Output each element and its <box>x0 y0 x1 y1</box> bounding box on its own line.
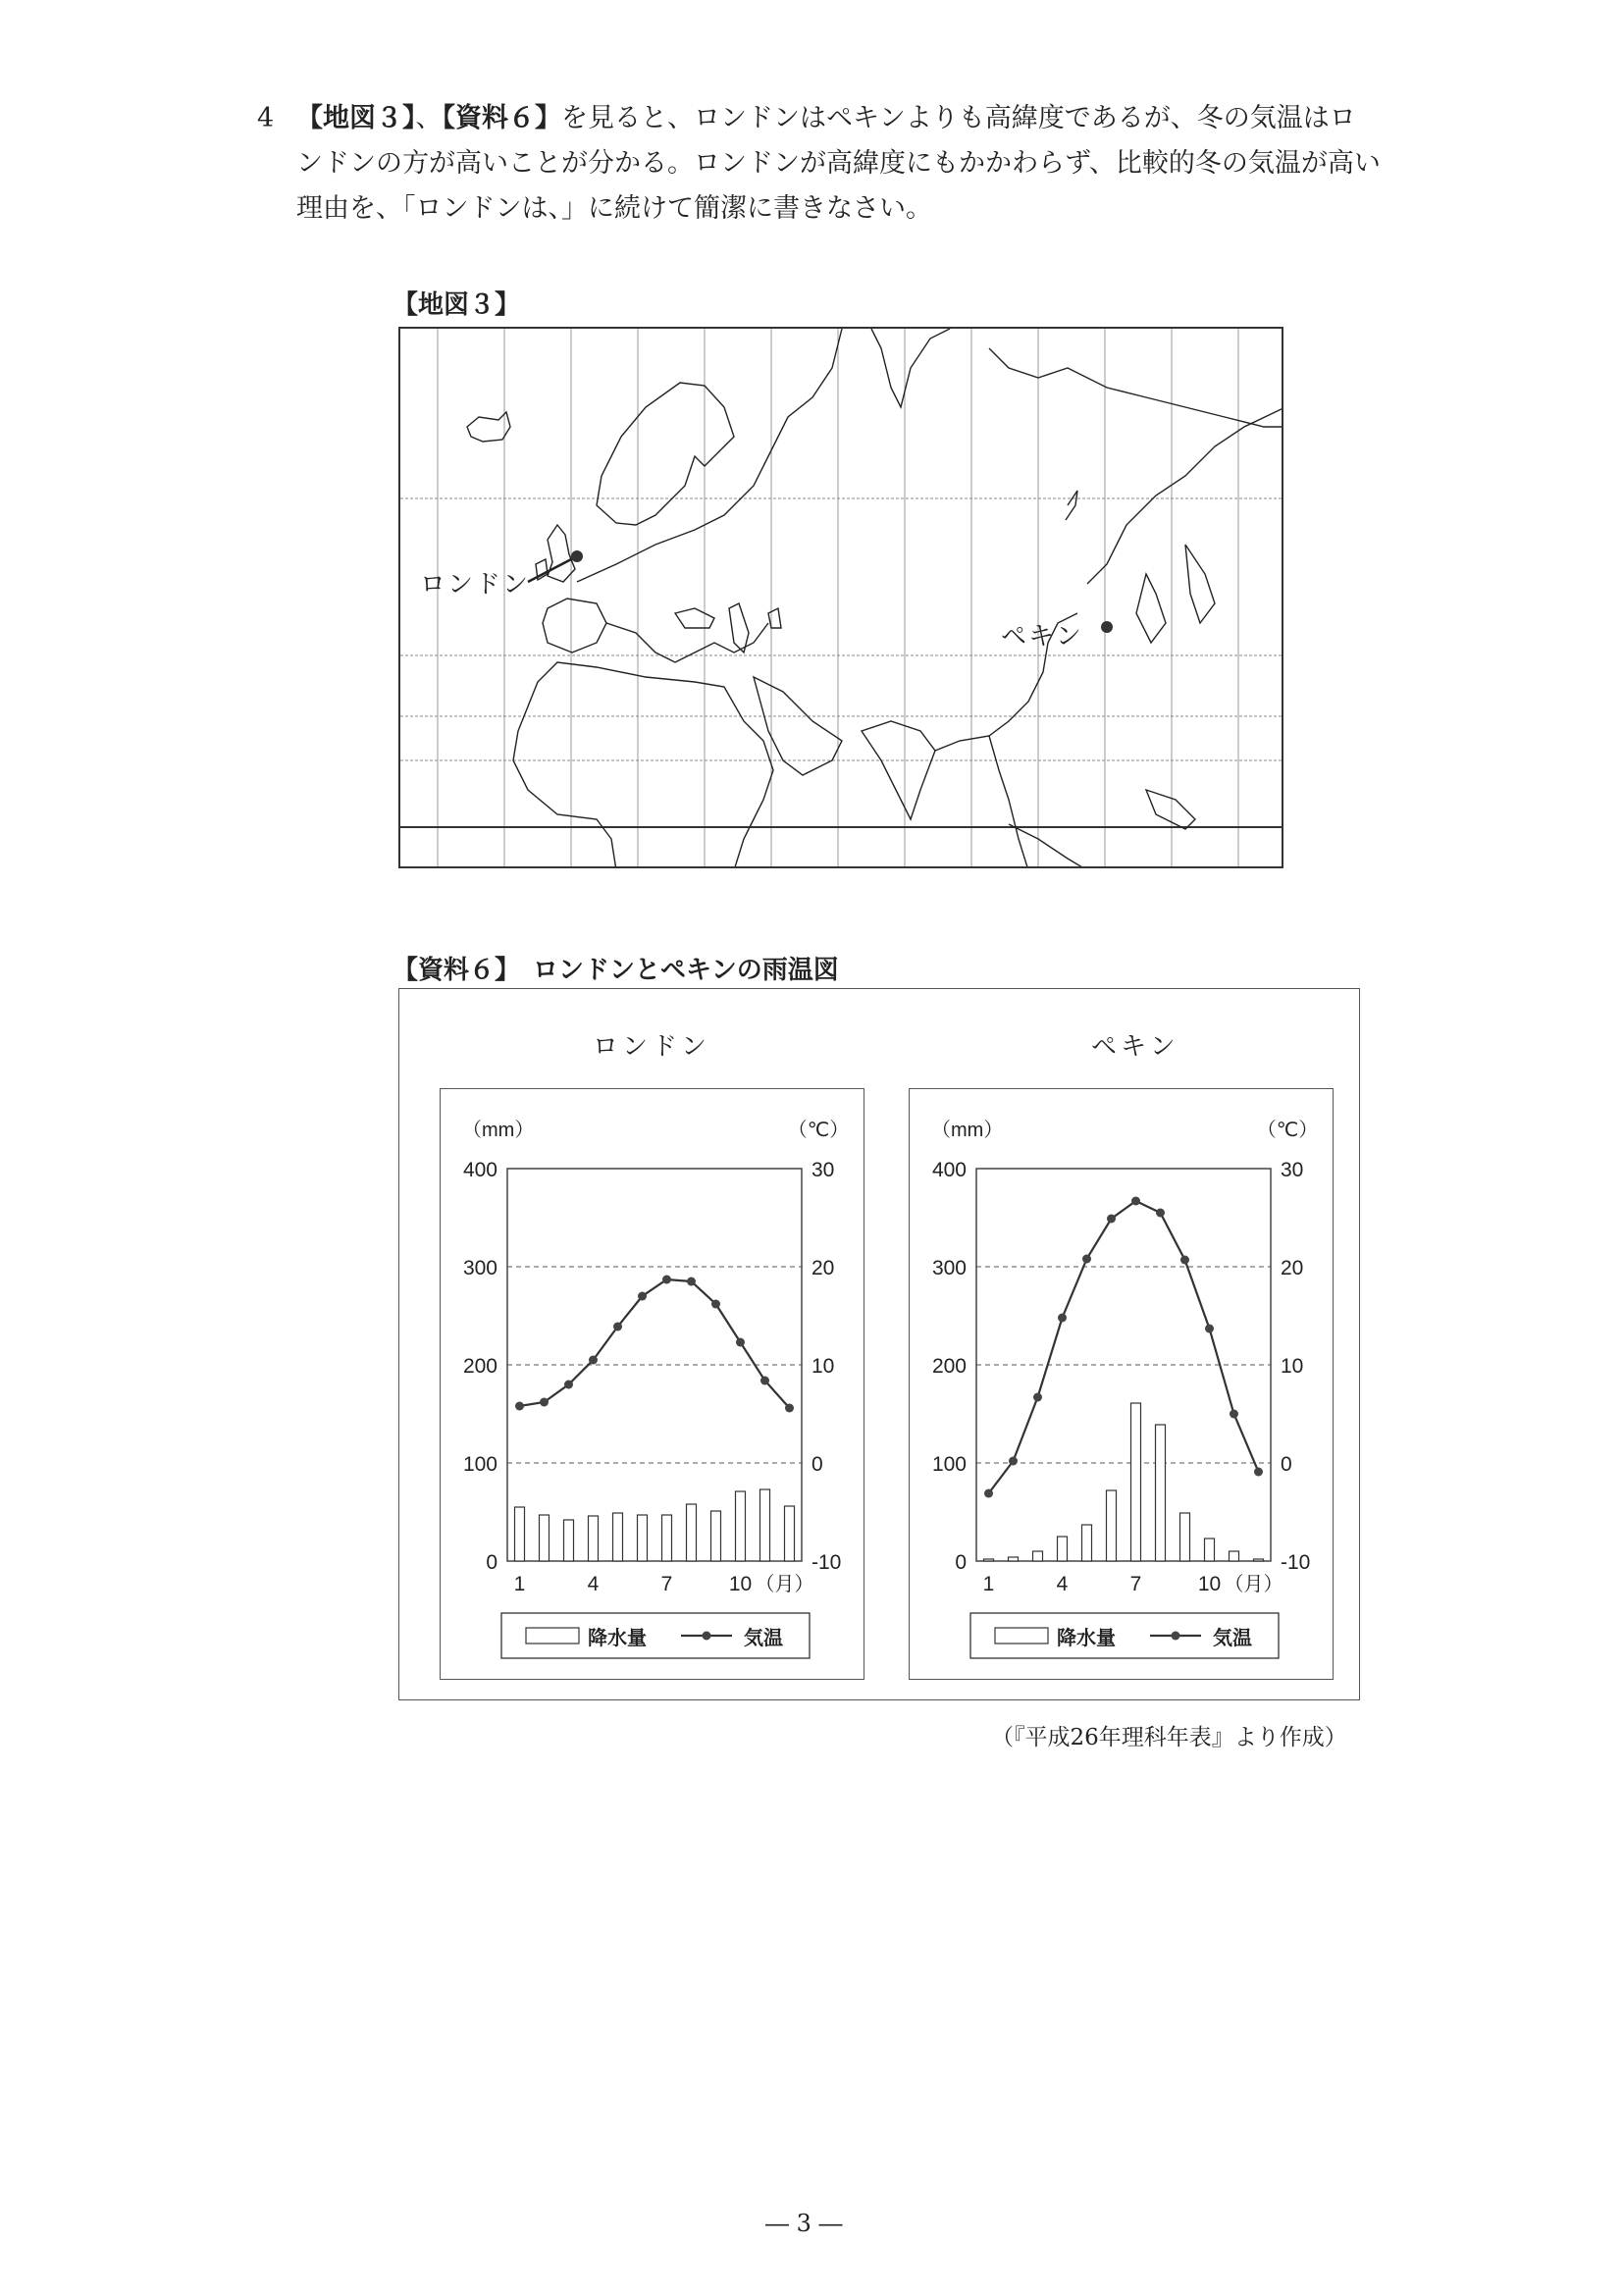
london-label: ロンドン <box>420 570 531 600</box>
chart-london-svg <box>441 1089 863 1678</box>
precip-bar <box>662 1515 672 1561</box>
world-map <box>398 327 1283 868</box>
doc-reference: 【資料６】 <box>442 103 561 133</box>
question-line3: 理由を、「ロンドンは、」に続けて簡潔に書きなさい。 <box>296 193 932 224</box>
left-tick: 200 <box>931 1355 967 1378</box>
legend-bar-swatch <box>995 1628 1048 1644</box>
temperature-point <box>984 1489 993 1498</box>
temperature-point <box>613 1323 622 1331</box>
temperature-line <box>520 1279 790 1408</box>
legend-precip-label: 降水量 <box>1057 1628 1116 1649</box>
temperature-point <box>1180 1256 1189 1265</box>
london-marker <box>571 550 583 562</box>
legend-line-marker <box>1172 1632 1180 1641</box>
precip-bar <box>613 1513 623 1561</box>
right-tick: -10 <box>812 1551 842 1574</box>
page-number: ― 3 ― <box>765 2210 843 2237</box>
legend-precip-label: 降水量 <box>588 1628 647 1649</box>
temperature-point <box>1254 1468 1263 1477</box>
temperature-point <box>1131 1197 1140 1206</box>
temperature-point <box>540 1398 549 1407</box>
left-axis-unit: （mm） <box>462 1120 535 1141</box>
precip-bar <box>540 1515 550 1561</box>
chart-title-beijing: ペキン <box>1091 1032 1179 1062</box>
temperature-point <box>1156 1209 1165 1218</box>
x-axis-unit: （月） <box>1224 1574 1283 1595</box>
x-tick: 10 <box>728 1573 753 1595</box>
climate-figure <box>398 988 1360 1700</box>
precip-bar <box>1107 1490 1117 1561</box>
right-tick: 0 <box>812 1453 823 1476</box>
right-tick: 10 <box>812 1355 835 1378</box>
precip-bar <box>687 1504 697 1561</box>
temperature-point <box>1033 1393 1042 1402</box>
map-title: 【地図３】 <box>393 290 521 320</box>
x-tick: 7 <box>660 1573 673 1595</box>
legend-bar-swatch <box>526 1628 579 1644</box>
temperature-point <box>662 1276 671 1284</box>
chart-legend <box>501 1613 810 1658</box>
legend-temp-label: 気温 <box>1213 1628 1252 1649</box>
figure-title: 【資料６】 ロンドンとペキンの雨温図 <box>393 956 839 985</box>
temperature-point <box>760 1377 769 1385</box>
precip-bar <box>711 1511 721 1561</box>
x-axis-unit: （月） <box>755 1574 814 1595</box>
source-citation: （『平成26年理科年表』より作成） <box>991 1725 1347 1750</box>
climate-chart-beijing <box>909 1088 1334 1680</box>
right-tick: 30 <box>812 1159 835 1181</box>
precip-bar <box>760 1489 770 1561</box>
precip-bar <box>564 1520 574 1561</box>
temperature-point <box>1205 1325 1214 1333</box>
map-reference: 【地図３】 <box>296 103 416 133</box>
left-tick: 100 <box>931 1453 967 1476</box>
precip-bar <box>1230 1551 1239 1561</box>
temperature-point <box>1082 1255 1091 1264</box>
temperature-point <box>589 1356 598 1365</box>
precip-bar <box>638 1515 648 1561</box>
precip-bar <box>984 1559 994 1561</box>
right-tick: 20 <box>812 1257 835 1279</box>
left-tick: 100 <box>462 1453 497 1476</box>
chart-beijing-svg <box>910 1089 1332 1678</box>
precip-bar <box>785 1506 795 1561</box>
temperature-point <box>1230 1410 1238 1419</box>
precip-bar <box>1009 1557 1019 1561</box>
temperature-point <box>515 1402 524 1411</box>
temperature-point <box>1107 1215 1116 1224</box>
precip-bar <box>1033 1551 1043 1561</box>
right-tick: 20 <box>1281 1257 1304 1279</box>
left-tick: 300 <box>931 1257 967 1279</box>
left-tick: 200 <box>462 1355 497 1378</box>
temperature-point <box>1009 1457 1018 1466</box>
temperature-point <box>638 1292 647 1301</box>
beijing-marker <box>1101 621 1113 633</box>
beijing-label: ペキン <box>1001 622 1083 652</box>
map-outline <box>400 329 1283 868</box>
precip-bar <box>1082 1525 1092 1561</box>
right-tick: 10 <box>1281 1355 1304 1378</box>
left-axis-unit: （mm） <box>931 1120 1004 1141</box>
precip-bar <box>1156 1425 1166 1561</box>
legend-temp-label: 気温 <box>744 1628 783 1649</box>
right-axis-unit: （℃） <box>787 1120 850 1141</box>
temperature-point <box>687 1278 696 1286</box>
x-tick: 4 <box>587 1573 600 1595</box>
precip-bar <box>1131 1403 1141 1561</box>
temperature-line <box>989 1201 1259 1493</box>
left-tick: 400 <box>462 1159 497 1181</box>
question-line2: ンドンの方が高いことが分かる。ロンドンが高緯度にもかかわらず、比較的冬の気温が高い <box>296 148 1381 179</box>
x-tick: 7 <box>1129 1573 1142 1595</box>
climate-chart-london <box>440 1088 864 1680</box>
precip-bar <box>515 1507 525 1561</box>
precip-bar <box>736 1491 746 1561</box>
separator: 、 <box>415 103 443 133</box>
left-tick: 0 <box>955 1551 967 1574</box>
question-number: 4 <box>257 103 275 133</box>
precip-bar <box>1180 1513 1190 1561</box>
x-tick: 10 <box>1197 1573 1222 1595</box>
precip-bar <box>589 1516 599 1561</box>
question-line1: を見ると、ロンドンはペキンよりも高緯度であるが、冬の気温はロ <box>561 103 1356 133</box>
temperature-point <box>711 1300 720 1309</box>
left-tick: 400 <box>931 1159 967 1181</box>
legend-line-marker <box>703 1632 711 1641</box>
right-tick: 0 <box>1281 1453 1292 1476</box>
precip-bar <box>1205 1539 1215 1561</box>
precip-bar <box>1254 1559 1264 1561</box>
precip-bar <box>1058 1537 1068 1561</box>
temperature-point <box>564 1381 573 1389</box>
chart-title-london: ロンドン <box>593 1032 711 1062</box>
x-tick: 1 <box>982 1573 995 1595</box>
temperature-point <box>1058 1314 1067 1323</box>
x-tick: 1 <box>513 1573 526 1595</box>
right-axis-unit: （℃） <box>1256 1120 1319 1141</box>
right-tick: 30 <box>1281 1159 1304 1181</box>
question-body <box>296 96 1493 232</box>
left-tick: 0 <box>486 1551 497 1574</box>
left-tick: 300 <box>462 1257 497 1279</box>
temperature-point <box>736 1338 745 1347</box>
chart-legend <box>970 1613 1279 1658</box>
right-tick: -10 <box>1281 1551 1311 1574</box>
x-tick: 4 <box>1056 1573 1069 1595</box>
temperature-point <box>785 1404 794 1413</box>
question-4 <box>257 96 1493 232</box>
london-leader-line <box>528 557 575 582</box>
